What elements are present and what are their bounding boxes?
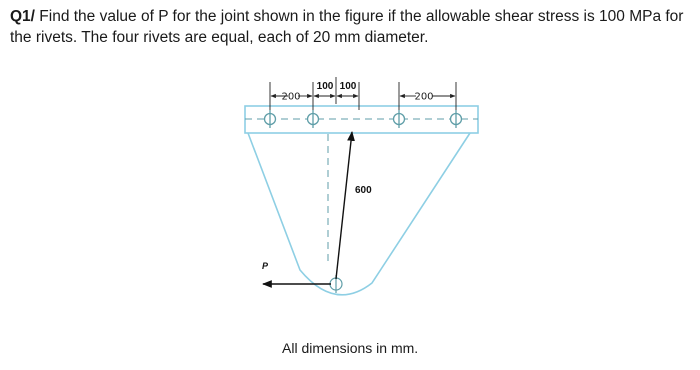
dim-left-label: 200 bbox=[281, 91, 301, 103]
rivet-3 bbox=[394, 110, 405, 128]
rivet-4 bbox=[451, 110, 462, 128]
rivet-2 bbox=[308, 110, 319, 128]
dim-center-right-label: 100 bbox=[339, 81, 357, 92]
dim-right-label: 200 bbox=[414, 91, 434, 103]
dim-center-left-label: 100 bbox=[316, 81, 334, 92]
arm-dimension-label: 600 bbox=[355, 185, 372, 196]
dimensions-note: All dimensions in mm. bbox=[282, 340, 419, 356]
load-label: P bbox=[262, 261, 269, 271]
question-body: Find the value of P for the joint shown in the figure if the allowable shear stress is 100 MPa for the rivets. The four rivets are equal, each of 20 mm diameter. bbox=[10, 8, 684, 46]
arm-dimension bbox=[336, 132, 352, 279]
bracket-web bbox=[248, 133, 470, 295]
bracket-plate bbox=[245, 106, 478, 295]
question-number: Q1/ bbox=[10, 8, 35, 25]
rivet-1 bbox=[265, 110, 276, 128]
